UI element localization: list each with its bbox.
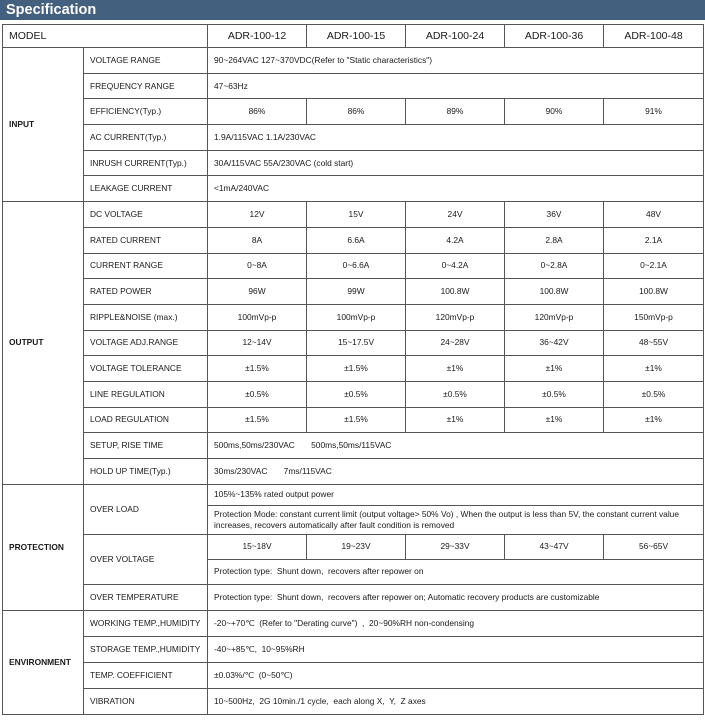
- table-row: [3, 279, 704, 305]
- item-label: VOLTAGE ADJ.RANGE: [84, 330, 208, 356]
- table-row: [3, 688, 704, 714]
- cell-value: 12~14V: [208, 330, 307, 356]
- table-row: [3, 459, 704, 485]
- item-label: TEMP. COEFFICIENT: [84, 662, 208, 688]
- item-label: HOLD UP TIME(Typ.): [84, 459, 208, 485]
- table-row: [3, 176, 704, 202]
- cell-value: 100.8W: [505, 279, 604, 305]
- cell-value: 12V: [208, 202, 307, 228]
- item-label: CURRENT RANGE: [84, 253, 208, 279]
- cell-value: ±1%: [406, 407, 505, 433]
- cell-value: 15~18V: [208, 534, 307, 559]
- cell-value: 89%: [406, 99, 505, 125]
- cell-value: ±0.5%: [208, 381, 307, 407]
- cell-value: 48~55V: [604, 330, 704, 356]
- group-label-protection: PROTECTION: [3, 484, 84, 610]
- item-value: -40~+85℃, 10~95%RH: [208, 636, 704, 662]
- table-row: [3, 253, 704, 279]
- table-row: [3, 227, 704, 253]
- table-row: [3, 484, 704, 505]
- cell-value: ±0.5%: [307, 381, 406, 407]
- item-label: AC CURRENT(Typ.): [84, 125, 208, 151]
- cell-value: ±1.5%: [307, 356, 406, 382]
- cell-value: 120mVp-p: [505, 304, 604, 330]
- cell-value: 2.1A: [604, 227, 704, 253]
- item-label: VOLTAGE TOLERANCE: [84, 356, 208, 382]
- table-row: [3, 381, 704, 407]
- item-label: FREQUENCY RANGE: [84, 73, 208, 99]
- table-row: [3, 304, 704, 330]
- group-label-output: OUTPUT: [3, 202, 84, 485]
- cell-value: ±0.5%: [406, 381, 505, 407]
- cell-value: 43~47V: [505, 534, 604, 559]
- table-row: [3, 150, 704, 176]
- item-value: <1mA/240VAC: [208, 176, 704, 202]
- item-label: OVER TEMPERATURE: [84, 584, 208, 610]
- item-label: VOLTAGE RANGE: [84, 48, 208, 74]
- cell-value: ±1%: [604, 356, 704, 382]
- cell-value: 8A: [208, 227, 307, 253]
- cell-value: 2.8A: [505, 227, 604, 253]
- item-label: RIPPLE&NOISE (max.): [84, 304, 208, 330]
- cell-value: 100mVp-p: [307, 304, 406, 330]
- item-label: EFFICIENCY(Typ.): [84, 99, 208, 125]
- cell-value: 24V: [406, 202, 505, 228]
- item-value: Protection type: Shunt down, recovers after repower on: [208, 559, 704, 584]
- cell-value: 0~6.6A: [307, 253, 406, 279]
- cell-value: ±0.5%: [505, 381, 604, 407]
- table-row: [3, 330, 704, 356]
- item-label: LINE REGULATION: [84, 381, 208, 407]
- item-value: 105%~135% rated output power: [208, 484, 704, 505]
- model-row: [3, 25, 704, 48]
- cell-value: 29~33V: [406, 534, 505, 559]
- table-row: [3, 73, 704, 99]
- table-row: [3, 584, 704, 610]
- item-label: LOAD REGULATION: [84, 407, 208, 433]
- cell-value: ±1.5%: [208, 407, 307, 433]
- model-name: ADR-100-48: [604, 25, 704, 48]
- table-row: [3, 407, 704, 433]
- cell-value: 56~65V: [604, 534, 704, 559]
- item-label: RATED POWER: [84, 279, 208, 305]
- table-row: [3, 662, 704, 688]
- cell-value: 91%: [604, 99, 704, 125]
- group-label-input: INPUT: [3, 48, 84, 202]
- cell-value: 6.6A: [307, 227, 406, 253]
- table-row: [3, 636, 704, 662]
- item-value: -20~+70℃ (Refer to "Derating curve") , 20~90%RH non-condensing: [208, 610, 704, 636]
- table-row: [3, 99, 704, 125]
- cell-value: 36~42V: [505, 330, 604, 356]
- cell-value: ±1%: [406, 356, 505, 382]
- item-value: 1.9A/115VAC 1.1A/230VAC: [208, 125, 704, 151]
- item-value: ±0.03%/℃ (0~50℃): [208, 662, 704, 688]
- table-row: [3, 610, 704, 636]
- item-label: DC VOLTAGE: [84, 202, 208, 228]
- cell-value: 15~17.5V: [307, 330, 406, 356]
- table-row: [3, 202, 704, 228]
- item-label: SETUP, RISE TIME: [84, 433, 208, 459]
- cell-value: 0~4.2A: [406, 253, 505, 279]
- cell-value: ±1.5%: [208, 356, 307, 382]
- model-name: ADR-100-24: [406, 25, 505, 48]
- item-label: INRUSH CURRENT(Typ.): [84, 150, 208, 176]
- table-row: [3, 534, 704, 559]
- cell-value: ±0.5%: [604, 381, 704, 407]
- cell-value: 0~2.1A: [604, 253, 704, 279]
- cell-value: ±1.5%: [307, 407, 406, 433]
- item-value: Protection type: Shunt down, recovers after repower on; Automatic recovery products are customizable: [208, 584, 704, 610]
- item-value: 30A/115VAC 55A/230VAC (cold start): [208, 150, 704, 176]
- item-value: 10~500Hz, 2G 10min./1 cycle, each along X, Y, Z axes: [208, 688, 704, 714]
- spec-title: Specification: [6, 2, 97, 18]
- cell-value: 99W: [307, 279, 406, 305]
- cell-value: ±1%: [505, 407, 604, 433]
- cell-value: ±1%: [505, 356, 604, 382]
- table-row: [3, 125, 704, 151]
- spec-banner: [0, 0, 705, 20]
- cell-value: 36V: [505, 202, 604, 228]
- item-label: STORAGE TEMP.,HUMIDITY: [84, 636, 208, 662]
- cell-value: 90%: [505, 99, 604, 125]
- cell-value: 24~28V: [406, 330, 505, 356]
- item-label: LEAKAGE CURRENT: [84, 176, 208, 202]
- cell-value: 120mVp-p: [406, 304, 505, 330]
- item-value: 90~264VAC 127~370VDC(Refer to "Static characteristics"): [208, 48, 704, 74]
- cell-value: 100.8W: [604, 279, 704, 305]
- item-value: 500ms,50ms/230VAC 500ms,50ms/115VAC: [208, 433, 704, 459]
- model-name: ADR-100-36: [505, 25, 604, 48]
- cell-value: 19~23V: [307, 534, 406, 559]
- cell-value: 96W: [208, 279, 307, 305]
- model-label: MODEL: [3, 25, 208, 48]
- item-label: VIBRATION: [84, 688, 208, 714]
- item-label: WORKING TEMP.,HUMIDITY: [84, 610, 208, 636]
- cell-value: 86%: [208, 99, 307, 125]
- cell-value: 0~8A: [208, 253, 307, 279]
- spec-table: [2, 24, 704, 715]
- cell-value: 100mVp-p: [208, 304, 307, 330]
- cell-value: ±1%: [604, 407, 704, 433]
- cell-value: 4.2A: [406, 227, 505, 253]
- item-value: Protection Mode: constant current limit (output voltage> 50% Vo) , When the output is less than 5V, the constant current value increases, recovers automatically after fault condition is removed: [208, 505, 704, 534]
- item-label: OVER LOAD: [84, 484, 208, 534]
- group-label-environment: ENVIRONMENT: [3, 610, 84, 714]
- cell-value: 15V: [307, 202, 406, 228]
- model-name: ADR-100-15: [307, 25, 406, 48]
- item-value: 30ms/230VAC 7ms/115VAC: [208, 459, 704, 485]
- cell-value: 0~2.8A: [505, 253, 604, 279]
- item-label: RATED CURRENT: [84, 227, 208, 253]
- table-row: [3, 356, 704, 382]
- cell-value: 100.8W: [406, 279, 505, 305]
- item-label: OVER VOLTAGE: [84, 534, 208, 584]
- cell-value: 48V: [604, 202, 704, 228]
- model-name: ADR-100-12: [208, 25, 307, 48]
- item-value: 47~63Hz: [208, 73, 704, 99]
- cell-value: 150mVp-p: [604, 304, 704, 330]
- cell-value: 86%: [307, 99, 406, 125]
- table-row: [3, 433, 704, 459]
- table-row: [3, 48, 704, 74]
